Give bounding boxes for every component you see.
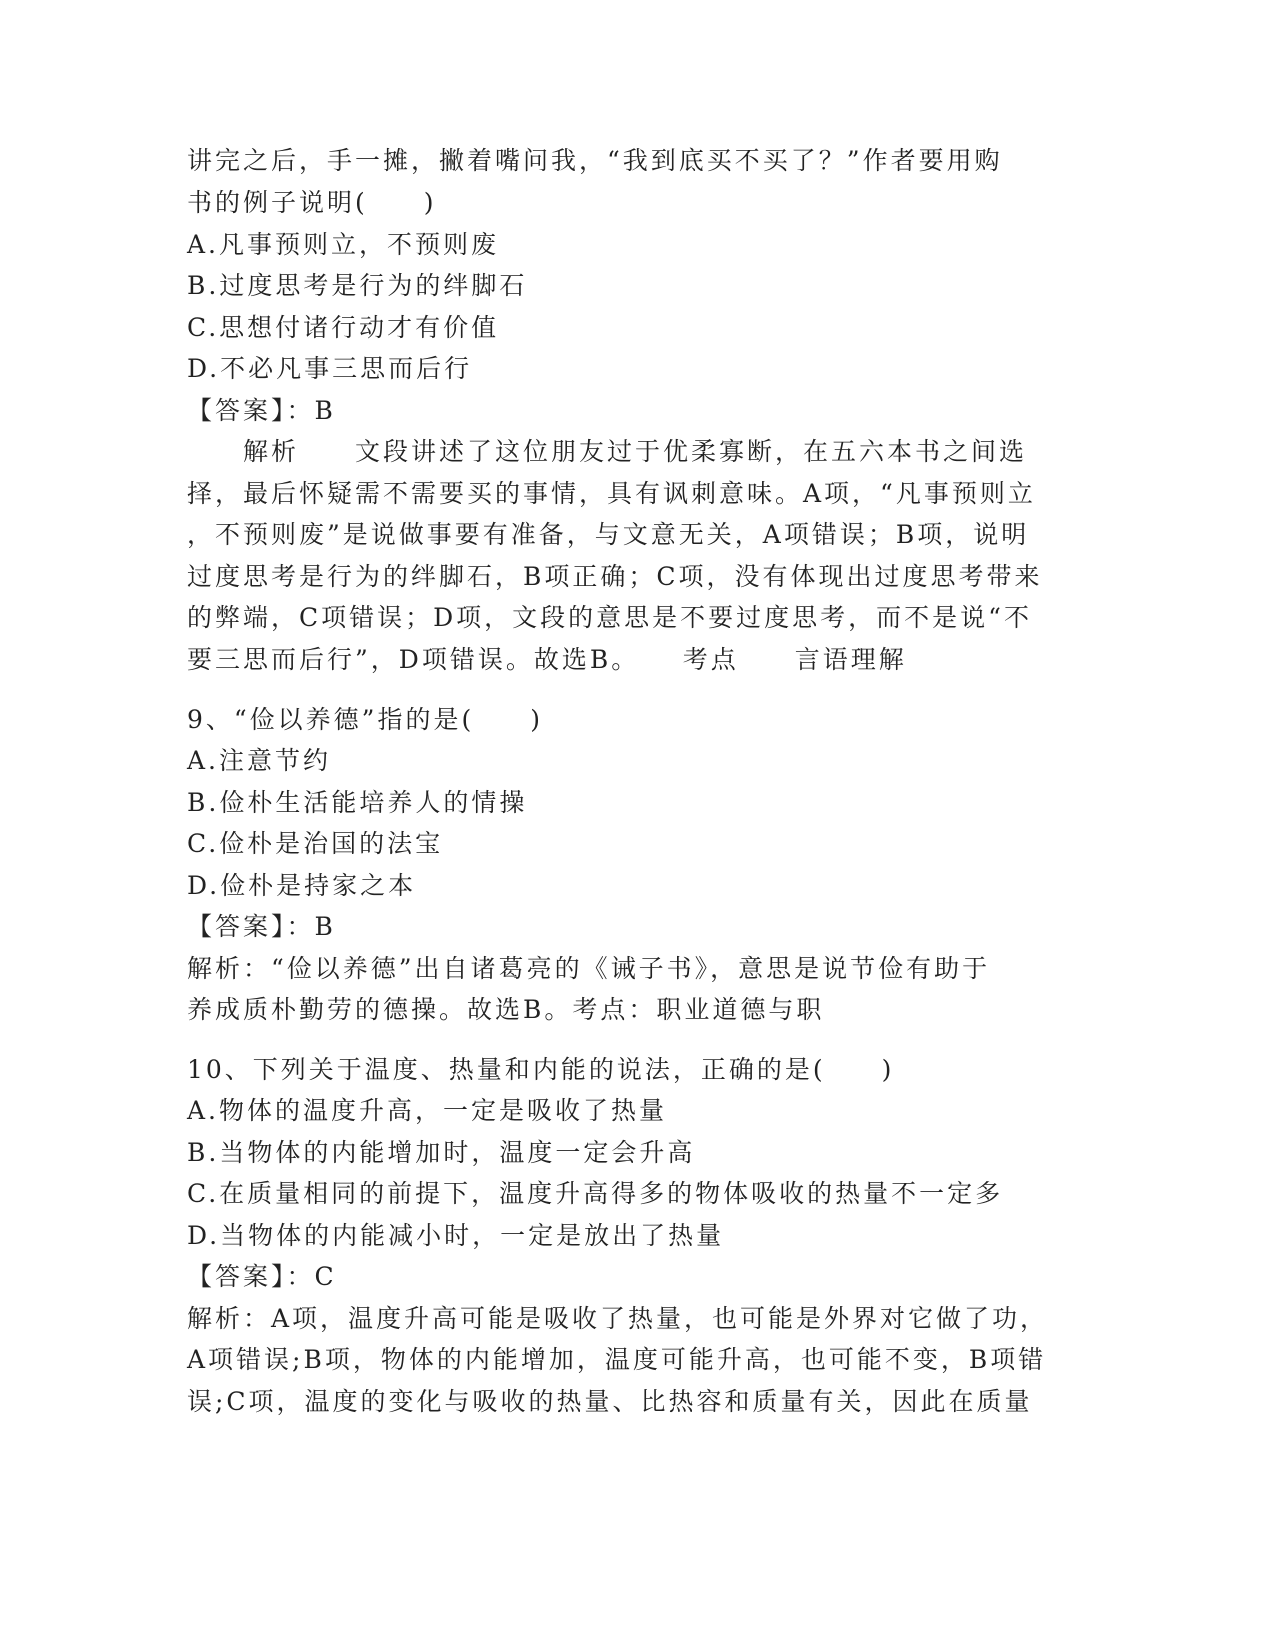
q9-option-c: C.俭朴是治国的法宝: [187, 829, 444, 858]
q8-analysis-line-3: ，不预则废”是说做事要有准备，与文意无关，A项错误；B项，说明: [187, 520, 1030, 549]
q8-analysis-line-1: 解析 文段讲述了这位朋友过于优柔寡断，在五六本书之间选: [187, 437, 1028, 466]
q8-answer: 【答案】：B: [187, 396, 336, 425]
q8-analysis-line-4: 过度思考是行为的绊脚石，B项正确；C项，没有体现出过度思考带来: [187, 562, 1043, 591]
q10-option-b: B.当物体的内能增加时，温度一定会升高: [187, 1138, 696, 1167]
q8-analysis-line-6: 要三思而后行”，D项错误。故选B。 考点 言语理解: [187, 645, 907, 674]
q8-stem-line-1: 讲完之后，手一摊，撇着嘴问我，“我到底买不买了？”作者要用购: [187, 146, 1003, 175]
q9-answer: 【答案】：B: [187, 912, 336, 941]
q10-analysis-line-2: A项错误;B项，物体的内能增加，温度可能升高，也可能不变，B项错: [187, 1345, 1047, 1374]
q10-answer: 【答案】：C: [187, 1262, 337, 1291]
q9-stem: 9、“俭以养德”指的是( ): [187, 705, 543, 734]
q8-option-c: C.思想付诸行动才有价值: [187, 313, 500, 342]
q8-option-d: D.不必凡事三思而后行: [187, 354, 473, 383]
q10-option-a: A.物体的温度升高，一定是吸收了热量: [187, 1096, 668, 1125]
q8-stem-line-2: 书的例子说明( ): [187, 188, 437, 217]
q10-option-d: D.当物体的内能减小时，一定是放出了热量: [187, 1221, 725, 1250]
q10-analysis-line-3: 误;C项，温度的变化与吸收的热量、比热容和质量有关，因此在质量: [187, 1387, 1033, 1416]
q9-option-d: D.俭朴是持家之本: [187, 871, 417, 900]
q10-stem: 10、下列关于温度、热量和内能的说法，正确的是( ): [187, 1055, 895, 1084]
q9-analysis-line-1: 解析：“俭以养德”出自诸葛亮的《诫子书》，意思是说节俭有助于: [187, 954, 991, 983]
q9-analysis-line-2: 养成质朴勤劳的德操。故选B。考点：职业道德与职: [187, 995, 825, 1024]
q8-analysis-line-2: 择，最后怀疑需不需要买的事情，具有讽刺意味。A项，“凡事预则立: [187, 479, 1036, 508]
q10-analysis-line-1: 解析：A项，温度升高可能是吸收了热量，也可能是外界对它做了功，: [187, 1304, 1049, 1333]
q8-option-a: A.凡事预则立，不预则废: [187, 230, 500, 259]
q8-option-b: B.过度思考是行为的绊脚石: [187, 271, 528, 300]
q8-analysis-line-5: 的弊端，C项错误；D项，文段的意思是不要过度思考，而不是说“不: [187, 603, 1032, 632]
q9-option-b: B.俭朴生活能培养人的情操: [187, 788, 528, 817]
q10-option-c: C.在质量相同的前提下，温度升高得多的物体吸收的热量不一定多: [187, 1179, 1004, 1208]
q9-option-a: A.注意节约: [187, 746, 332, 775]
